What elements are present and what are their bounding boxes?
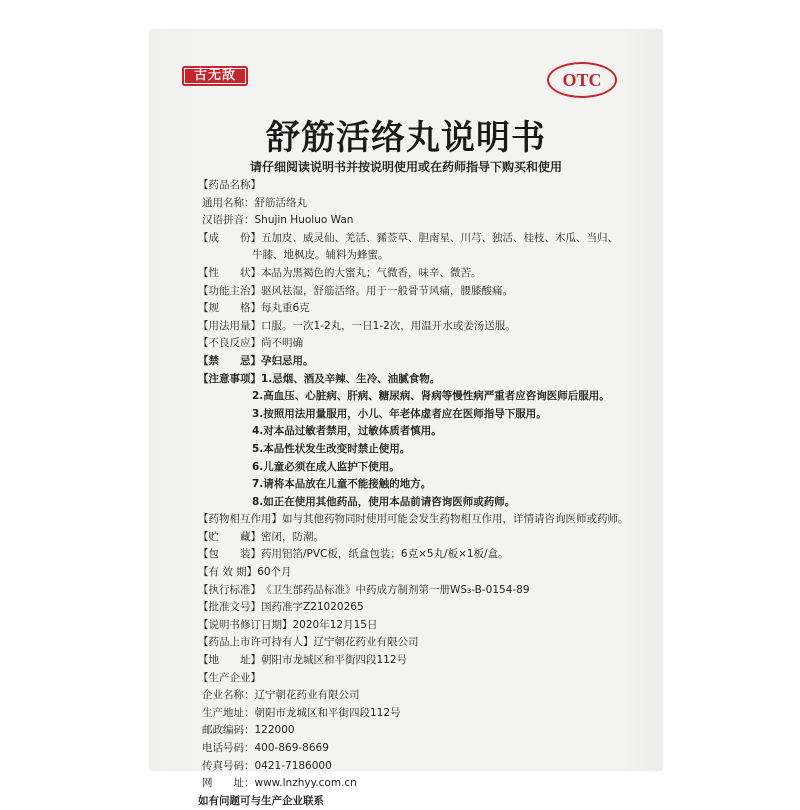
- website-label: 网 址：: [202, 777, 255, 790]
- manufacturer-name-label: 企业名称：: [202, 689, 255, 702]
- mah-label: 【药品上市许可持有人】: [198, 636, 314, 649]
- contraindications-value: 孕妇忌用。: [261, 354, 314, 367]
- specification-row: [198, 300, 648, 318]
- phone-label: 电话号码：: [202, 742, 255, 754]
- storage-value: 密闭，防潮。: [261, 530, 324, 543]
- ingredients-label: 【成 份】: [198, 231, 261, 244]
- specification-label: 【规 格】: [198, 302, 261, 315]
- ingredients-line-1: 五加皮、威灵仙、羌活、豨莶草、胆南星、川芎、独活、桂枝、木瓜、当归、: [261, 231, 618, 244]
- pinyin-row: [198, 212, 648, 230]
- otc-badge: OTC: [547, 62, 617, 98]
- address-row: [198, 652, 648, 670]
- precautions-row: [198, 371, 648, 389]
- drug-name-label: 【药品名称】: [198, 179, 261, 191]
- manufacturer-address-row: [198, 705, 648, 723]
- ingredients-continuation: [198, 247, 648, 265]
- storage-row: [198, 529, 648, 547]
- revision-row: [198, 617, 648, 635]
- pinyin-label: 汉语拼音：: [202, 214, 255, 227]
- contraindications-label: 【禁 忌】: [198, 354, 261, 367]
- ingredients-line-2: 牛膝、地枫皮。辅料为蜂蜜。: [252, 249, 389, 262]
- contact-note: 如有问题可与生产企业联系: [198, 794, 324, 807]
- indications-value: 驱风祛湿，舒筋活络。用于一般骨节风痛，腰膝酸痛。: [261, 284, 513, 297]
- precaution-item: 8.如正在使用其他药品，使用本品前请咨询医师或药师。: [252, 495, 516, 508]
- validity-value: 60个月: [257, 566, 292, 579]
- zip-row: [198, 722, 648, 740]
- approval-row: [198, 599, 648, 617]
- fax-value: 0421-7186000: [254, 759, 332, 772]
- adverse-row: [198, 335, 648, 353]
- dosage-value: 口服。一次1-2丸，一日1-2次，用温开水或姜汤送服。: [261, 319, 516, 332]
- standard-label: 【执行标准】: [198, 583, 261, 596]
- generic-name-value: 舒筋活络丸: [254, 196, 307, 209]
- indications-label: 【功能主治】: [198, 284, 261, 297]
- zip-label: 邮政编码：: [202, 724, 255, 737]
- manufacturer-label: 【生产企业】: [198, 671, 261, 684]
- dosage-label: 【用法用量】: [198, 319, 261, 332]
- packaging-row: [198, 546, 648, 564]
- leaflet-title: 舒筋活络丸说明书: [266, 118, 546, 158]
- approval-label: 【批准文号】: [198, 601, 261, 614]
- interactions-row: [198, 511, 648, 529]
- interactions-label: 【药物相互作用】: [198, 513, 282, 526]
- properties-row: [198, 265, 648, 283]
- generic-name-row: [198, 195, 648, 213]
- validity-label: 【有 效 期】: [198, 566, 258, 579]
- leaflet-paper: [150, 30, 662, 807]
- mah-value: 辽宁朝花药业有限公司: [313, 636, 419, 649]
- phone-row: [198, 740, 648, 758]
- precaution-item: 2.高血压、心脏病、肝病、糖尿病、肾病等慢性病严重者应咨询医师后服用。: [252, 390, 610, 403]
- manufacturer-name-value: 辽宁朝花药业有限公司: [254, 689, 360, 702]
- properties-value: 本品为黑褐色的大蜜丸；气微香，味辛、微苦。: [261, 266, 482, 279]
- drug-name-section: [198, 177, 648, 195]
- dosage-row: [198, 318, 648, 336]
- website-row: [198, 775, 648, 793]
- mah-row: [198, 634, 648, 652]
- generic-name-label: 通用名称：: [202, 196, 255, 209]
- indications-row: [198, 283, 648, 301]
- manufacturer-section: [198, 670, 648, 688]
- website-value: www.lnzhyy.com.cn: [254, 777, 357, 790]
- packaging-value: 药用铝箔/PVC板，纸盒包装；6克×5丸/板×1板/盒。: [261, 548, 509, 561]
- precaution-item: 5.本品性状发生改变时禁止使用。: [252, 442, 411, 455]
- phone-value: 400-869-8669: [254, 742, 329, 754]
- approval-value: 国药准字Z21020265: [261, 601, 364, 614]
- address-value: 朝阳市龙城区和平街四段112号: [261, 654, 408, 667]
- specification-value: 每丸重6克: [261, 302, 310, 315]
- standard-row: [198, 582, 648, 600]
- zip-value: 122000: [254, 724, 295, 737]
- revision-label: 【说明书修订日期】: [198, 618, 293, 631]
- fax-label: 传真号码：: [202, 759, 255, 772]
- properties-label: 【性 状】: [198, 266, 261, 279]
- precautions-label: 【注意事项】: [198, 372, 261, 385]
- standard-value: 《卫生部药品标准》中药成方制剂第一册WS₃-B-0154-89: [261, 583, 530, 596]
- precaution-item: 1.忌烟、酒及辛辣、生冷、油腻食物。: [261, 372, 441, 385]
- revision-value: 2020年12月15日: [292, 618, 378, 631]
- adverse-value: 尚不明确: [261, 337, 303, 350]
- leaflet-subtitle: 请仔细阅读说明书并按说明使用或在药师指导下购买和使用: [249, 160, 562, 174]
- precaution-item: 7.请将本品放在儿童不能接触的地方。: [252, 478, 432, 491]
- fax-row: [198, 758, 648, 776]
- contraindications-row: [198, 353, 648, 371]
- packaging-label: 【包 装】: [198, 548, 261, 561]
- adverse-label: 【不良反应】: [198, 337, 261, 350]
- precaution-item: 6.儿童必须在成人监护下使用。: [252, 460, 400, 473]
- validity-row: [198, 564, 648, 582]
- precaution-item: 3.按照用法用量服用，小儿、年老体虚者应在医师指导下服用。: [252, 407, 547, 420]
- address-label: 【地 址】: [198, 654, 261, 667]
- manufacturer-address-label: 生产地址：: [202, 706, 255, 719]
- interactions-value: 如与其他药物同时使用可能会发生药物相互作用，详情请咨询医师或药师。: [282, 513, 629, 526]
- precaution-item: 4.对本品过敏者禁用，过敏体质者慎用。: [252, 425, 442, 438]
- storage-label: 【贮 藏】: [198, 530, 261, 543]
- manufacturer-address-value: 朝阳市龙城区和平街四段112号: [254, 706, 401, 719]
- ingredients-row: [198, 230, 648, 248]
- manufacturer-name-row: [198, 687, 648, 705]
- leaflet-body: [198, 177, 648, 810]
- pinyin-value: Shujin Huoluo Wan: [254, 214, 354, 227]
- brand-logo: 古无敌: [182, 66, 248, 86]
